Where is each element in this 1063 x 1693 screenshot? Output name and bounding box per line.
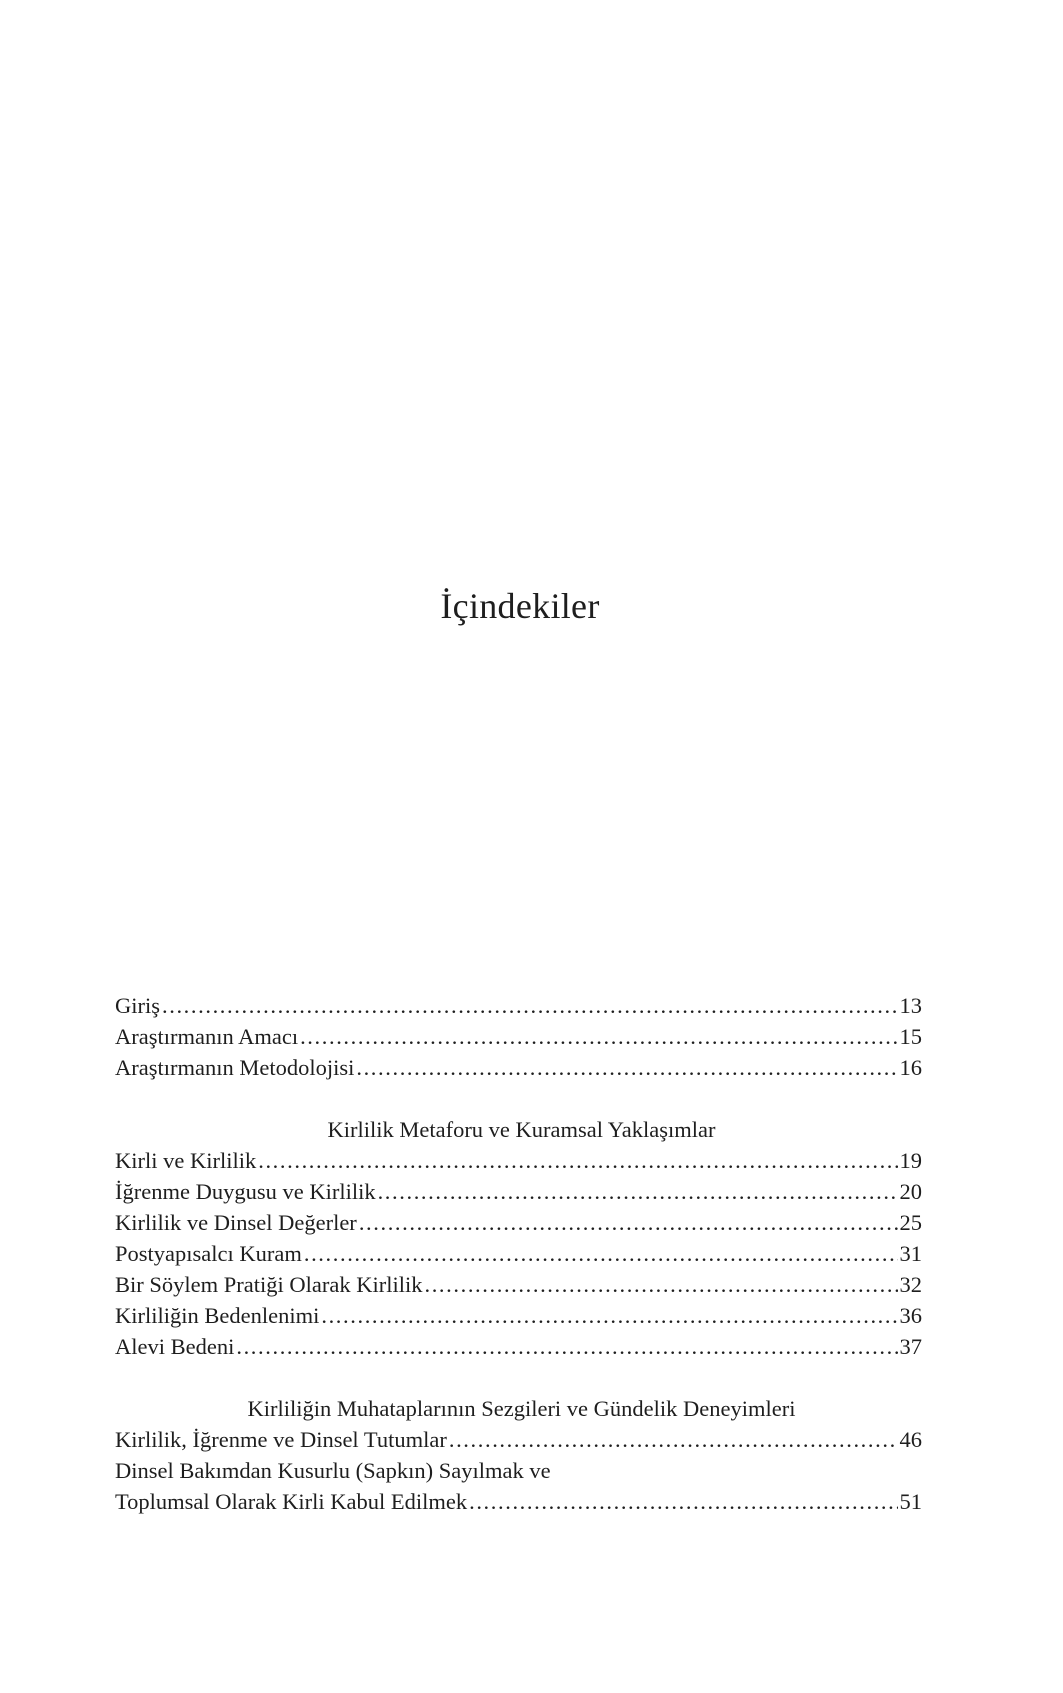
- toc-page-number: 20: [899, 1179, 922, 1204]
- toc-dot-leader: [359, 1207, 898, 1238]
- toc-entry[interactable]: [115, 1269, 922, 1300]
- toc-dot-leader: [304, 1238, 898, 1269]
- toc-entry[interactable]: [115, 1424, 922, 1455]
- page-title: İçindekiler: [440, 586, 600, 627]
- toc-entry-label: Araştırmanın Amacı: [115, 1024, 299, 1049]
- toc-page-number: 15: [899, 1024, 922, 1049]
- toc-page-number: 19: [899, 1148, 922, 1173]
- toc-dot-leader: [321, 1300, 897, 1331]
- toc-section-theory: [115, 1114, 922, 1362]
- toc-entry-label: Araştırmanın Metodolojisi: [115, 1055, 355, 1080]
- toc-entry-label: Alevi Bedeni: [115, 1334, 235, 1359]
- toc-entry[interactable]: [115, 1300, 922, 1331]
- toc-entry[interactable]: [115, 990, 922, 1021]
- toc-entry[interactable]: [115, 1331, 922, 1362]
- toc-section-intro: [115, 990, 922, 1083]
- toc-page-number: 25: [899, 1210, 922, 1235]
- toc-page-number: 13: [899, 993, 922, 1018]
- toc-page-number: 37: [899, 1334, 922, 1359]
- toc-section-heading: Kirliliğin Muhataplarının Sezgileri ve Gündelik Deneyimleri: [247, 1396, 796, 1421]
- toc-section-experiences: [115, 1393, 922, 1517]
- toc-entry[interactable]: [115, 1176, 922, 1207]
- toc-page-number: 31: [899, 1241, 922, 1266]
- toc-entry-label: Kirliliğin Bedenlenimi: [115, 1303, 320, 1328]
- toc-entry[interactable]: [115, 1238, 922, 1269]
- toc-entry-label: Kirli ve Kirlilik: [115, 1148, 257, 1173]
- toc-dot-leader: [469, 1486, 897, 1517]
- toc-dot-leader: [449, 1424, 898, 1455]
- toc-entry[interactable]: [115, 1145, 922, 1176]
- toc-entry[interactable]: [115, 1052, 922, 1083]
- toc-dot-leader: [162, 990, 898, 1021]
- toc-entry-label: Postyapısalcı Kuram: [115, 1241, 302, 1266]
- toc-page-number: 32: [899, 1272, 922, 1297]
- toc-entry-label: Dinsel Bakımdan Kusurlu (Sapkın) Sayılmak ve: [115, 1458, 551, 1483]
- toc-entry-label-line2: Toplumsal Olarak Kirli Kabul Edilmek: [115, 1489, 468, 1514]
- toc-entry-label: Kirlilik ve Dinsel Değerler: [115, 1210, 357, 1235]
- toc-entry-label: İğrenme Duygusu ve Kirlilik: [115, 1179, 376, 1204]
- toc-page-number: 46: [899, 1427, 922, 1452]
- toc-entry-label: Giriş: [115, 993, 160, 1018]
- toc-entry-multiline[interactable]: [115, 1455, 922, 1517]
- toc-page-number: 16: [899, 1055, 922, 1080]
- toc-page-number: 51: [899, 1489, 922, 1514]
- toc-dot-leader: [258, 1145, 897, 1176]
- toc-entry-continuation: [115, 1486, 922, 1517]
- toc-entry[interactable]: [115, 1021, 922, 1052]
- toc-section-heading: Kirlilik Metaforu ve Kuramsal Yaklaşımlar: [327, 1117, 716, 1142]
- toc-page-number: 36: [899, 1303, 922, 1328]
- toc-dot-leader: [424, 1269, 897, 1300]
- toc-dot-leader: [356, 1052, 897, 1083]
- toc-dot-leader: [378, 1176, 898, 1207]
- toc-dot-leader: [236, 1331, 897, 1362]
- table-of-contents: [115, 990, 922, 1548]
- toc-entry-label: Kirlilik, İğrenme ve Dinsel Tutumlar: [115, 1427, 447, 1452]
- toc-entry[interactable]: [115, 1207, 922, 1238]
- toc-entry-label: Bir Söylem Pratiği Olarak Kirlilik: [115, 1272, 423, 1297]
- toc-dot-leader: [300, 1021, 897, 1052]
